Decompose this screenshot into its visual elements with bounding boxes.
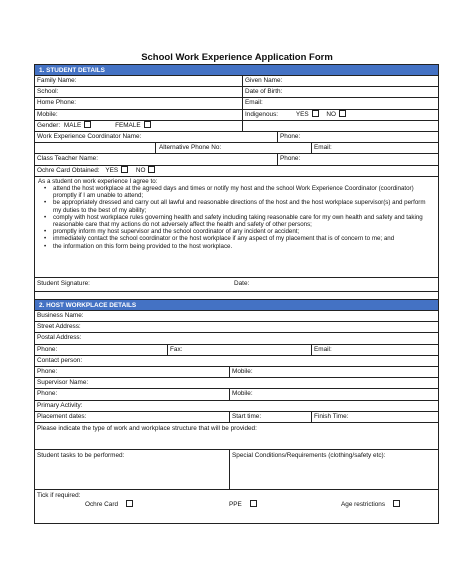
finish-time-field[interactable]: Finish Time: <box>314 412 349 420</box>
req-ppe-field <box>227 500 257 511</box>
req-age-restrictions-checkbox[interactable] <box>393 500 400 507</box>
indigenous-field <box>243 110 346 120</box>
given-name-field[interactable]: Given Name: <box>245 77 283 84</box>
tick-if-required-label: Tick if required: <box>37 491 81 499</box>
host-email-field[interactable]: Email: <box>314 345 332 353</box>
declaration-item: • comply with host workplace rules governing health and safety including taking reasonable care for my own health and safety and taking reasonable care that my actions do not adversely affect the health and safety of other persons; <box>44 213 423 228</box>
indigenous-yes-checkbox[interactable] <box>312 110 319 117</box>
start-time-field[interactable]: Start time: <box>232 412 262 420</box>
row-contact-phone <box>35 367 438 378</box>
row-street-address <box>35 322 438 333</box>
business-name-field[interactable]: Business Name: <box>37 312 84 319</box>
host-workplace-section <box>34 299 439 524</box>
street-address-field[interactable]: Street Address: <box>37 323 81 331</box>
row-gender <box>35 121 438 132</box>
gender-field <box>35 121 151 131</box>
indigenous-no-label: NO <box>326 110 336 118</box>
req-ochre-card-field <box>83 500 133 511</box>
alternative-phone-field[interactable]: Alternative Phone No: <box>159 144 222 152</box>
indigenous-label: Indigenous: <box>245 110 279 118</box>
req-ochre-card-checkbox[interactable] <box>126 500 133 507</box>
student-details-header: 1. STUDENT DETAILS <box>35 65 438 76</box>
declaration-item: • attend the host workplace at the agreed days and times or notify my host and the school Work Experience Coordinator (coordinator) promptly if I am unable to attend; <box>44 184 414 200</box>
work-type-field[interactable]: Please indicate the type of work and workplace structure that will be provided: <box>37 424 257 432</box>
gender-male-checkbox[interactable] <box>84 121 91 128</box>
row-mobile <box>35 110 438 121</box>
contact-mobile-field[interactable]: Mobile: <box>232 367 253 375</box>
host-fax-field[interactable]: Fax: <box>170 345 183 353</box>
row-ochre-card <box>35 166 438 177</box>
row-coordinator <box>35 132 438 143</box>
supervisor-mobile-field[interactable]: Mobile: <box>232 390 253 398</box>
row-family-name <box>35 76 438 87</box>
row-home-phone <box>35 98 438 109</box>
row-signature <box>35 278 438 292</box>
req-ppe-checkbox[interactable] <box>250 500 257 507</box>
work-type-block <box>35 423 438 450</box>
ochre-no-label: NO <box>135 166 146 174</box>
declaration-block <box>35 177 438 278</box>
coordinator-phone-field[interactable]: Phone: <box>280 132 301 140</box>
tick-if-required-block <box>35 490 438 512</box>
gender-female-label: FEMALE <box>115 121 141 129</box>
req-ppe-label: PPE <box>229 500 242 508</box>
coordinator-email-field[interactable]: Email: <box>314 144 332 152</box>
teacher-phone-field[interactable]: Phone: <box>280 155 301 163</box>
family-name-field[interactable]: Family Name: <box>37 77 77 84</box>
row-host-phone <box>35 345 438 356</box>
postal-address-field[interactable]: Postal Address: <box>37 334 82 342</box>
row-contact-person <box>35 356 438 367</box>
req-age-restrictions-label: Age restrictions <box>341 500 386 508</box>
tasks-block <box>35 450 438 490</box>
ochre-yes-checkbox[interactable] <box>121 166 128 173</box>
ochre-card-field <box>35 166 155 176</box>
home-phone-field[interactable]: Home Phone: <box>37 99 77 107</box>
gender-female-checkbox[interactable] <box>144 121 151 128</box>
host-phone-field[interactable]: Phone: <box>37 345 58 353</box>
host-workplace-header: 2. HOST WORKPLACE DETAILS <box>35 300 438 311</box>
primary-activity-field[interactable]: Primary Activity: <box>37 401 83 409</box>
declaration-item: • promptly inform my host supervisor and the school coordinator of any incident or accident; <box>44 228 300 236</box>
student-signature-field[interactable]: Student Signature: <box>37 279 90 287</box>
ochre-yes-label: YES <box>105 166 119 174</box>
supervisor-phone-field[interactable]: Phone: <box>37 390 58 398</box>
signature-date-field[interactable]: Date: <box>234 279 250 287</box>
row-primary-activity <box>35 401 438 412</box>
row-placement-dates <box>35 412 438 423</box>
special-conditions-field[interactable]: Special Conditions/Requirements (clothing/safety etc): <box>232 451 386 459</box>
supervisor-name-field[interactable]: Supervisor Name: <box>37 379 89 387</box>
date-of-birth-field[interactable]: Date of Birth: <box>245 88 283 96</box>
contact-phone-field[interactable]: Phone: <box>37 367 58 375</box>
placement-dates-field[interactable]: Placement dates: <box>37 412 87 420</box>
indigenous-no-checkbox[interactable] <box>339 110 346 117</box>
row-supervisor-name <box>35 378 438 389</box>
gender-male-label: MALE <box>63 121 82 129</box>
gender-label: Gender: <box>37 121 61 129</box>
declaration-list <box>44 185 435 250</box>
class-teacher-field[interactable]: Class Teacher Name: <box>37 155 98 163</box>
student-mobile-field[interactable]: Mobile: <box>37 110 58 118</box>
form-title: School Work Experience Application Form <box>141 52 333 63</box>
row-school <box>35 87 438 98</box>
row-alt-phone <box>35 143 438 154</box>
coordinator-name-field[interactable]: Work Experience Coordinator Name: <box>37 132 142 140</box>
ochre-no-checkbox[interactable] <box>148 166 155 173</box>
indigenous-yes-label: YES <box>295 110 309 118</box>
student-details-section <box>34 64 439 304</box>
declaration-item: • immediately contact the school coordinator or the host workplace if any aspect of my placement that is of concern to me; and <box>44 235 395 243</box>
declaration-item: • be appropriately dressed and carry out all lawful and reasonable directions of the host and the host workplace supervisor(s) and perform my duties to the best of my ability; <box>44 199 426 214</box>
declaration-item: • the information on this form being provided to the host workplace. <box>44 242 233 250</box>
declaration-intro: As a student on work experience I agree to: <box>38 177 158 185</box>
req-ochre-card-label: Ochre Card <box>85 500 119 508</box>
row-supervisor-phone <box>35 389 438 400</box>
row-postal-address <box>35 333 438 344</box>
student-tasks-field[interactable]: Student tasks to be performed: <box>37 451 125 459</box>
ochre-card-label: Ochre Card Obtained: <box>37 166 100 174</box>
req-age-restrictions-field <box>339 500 400 511</box>
student-email-field[interactable]: Email: <box>245 99 263 107</box>
school-field[interactable]: School: <box>37 88 59 96</box>
row-class-teacher <box>35 154 438 165</box>
row-business-name <box>35 311 438 322</box>
contact-person-field[interactable]: Contact person: <box>37 356 83 364</box>
